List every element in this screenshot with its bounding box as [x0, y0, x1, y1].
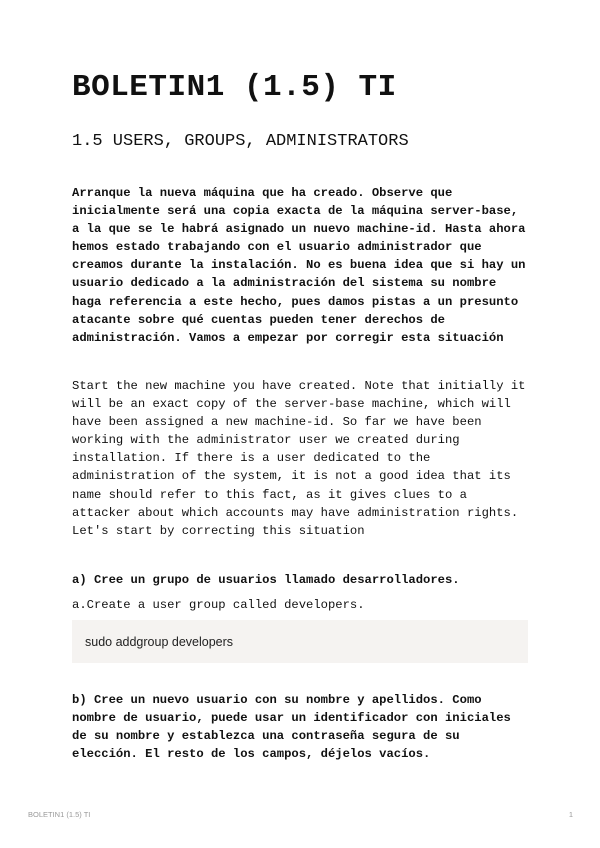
section-heading: 1.5 USERS, GROUPS, ADMINISTRATORS: [72, 132, 409, 151]
footer-page-number: 1: [568, 810, 573, 819]
paragraph-english: Start the new machine you have created. Note that initially it will be an exact copy of the server-base machine, which will have been assigned a new machine-id. So far we have been working with the administrator user we created during installation. If there is a user dedicated to the administration of the system, it is not a good idea that its name should refer to this fact, as it gives clues to a attacker about which accounts may have administration rights. Let's start by correcting this situation: [72, 379, 526, 538]
code-text: sudo addgroup developers: [85, 634, 234, 649]
footer-doc-name: BOLETIN1 (1.5) TI: [28, 810, 91, 819]
question-a-english: a.Create a user group called developers.: [72, 598, 365, 612]
question-a-spanish: a) Cree un grupo de usuarios llamado desarrolladores.: [72, 573, 460, 587]
question-b-spanish: b) Cree un nuevo usuario con su nombre y apellidos. Como nombre de usuario, puede usar un identificador con iniciales de su nombre y establezca una contraseña segura de su elección. El resto de los campos, déjelos vacíos.: [72, 693, 511, 762]
document-title: BOLETIN1 (1.5) TI: [72, 70, 397, 105]
paragraph-spanish: Arranque la nueva máquina que ha creado. Observe que inicialmente será una copia exacta de la máquina server-base, a la que se le habrá asignado un nuevo machine-id. Hasta ahora hemos estado trabajando con el usuario administrador que creamos durante la instalación. No es buena idea que si hay un usuario dedicado a la administración del sistema su nombre haga referencia a este hecho, pues damos pistas a un presunto atacante sobre qué cuentas pueden tener derechos de administración. Vamos a empezar por corregir esta situación: [72, 186, 526, 345]
code-block: [72, 620, 528, 663]
